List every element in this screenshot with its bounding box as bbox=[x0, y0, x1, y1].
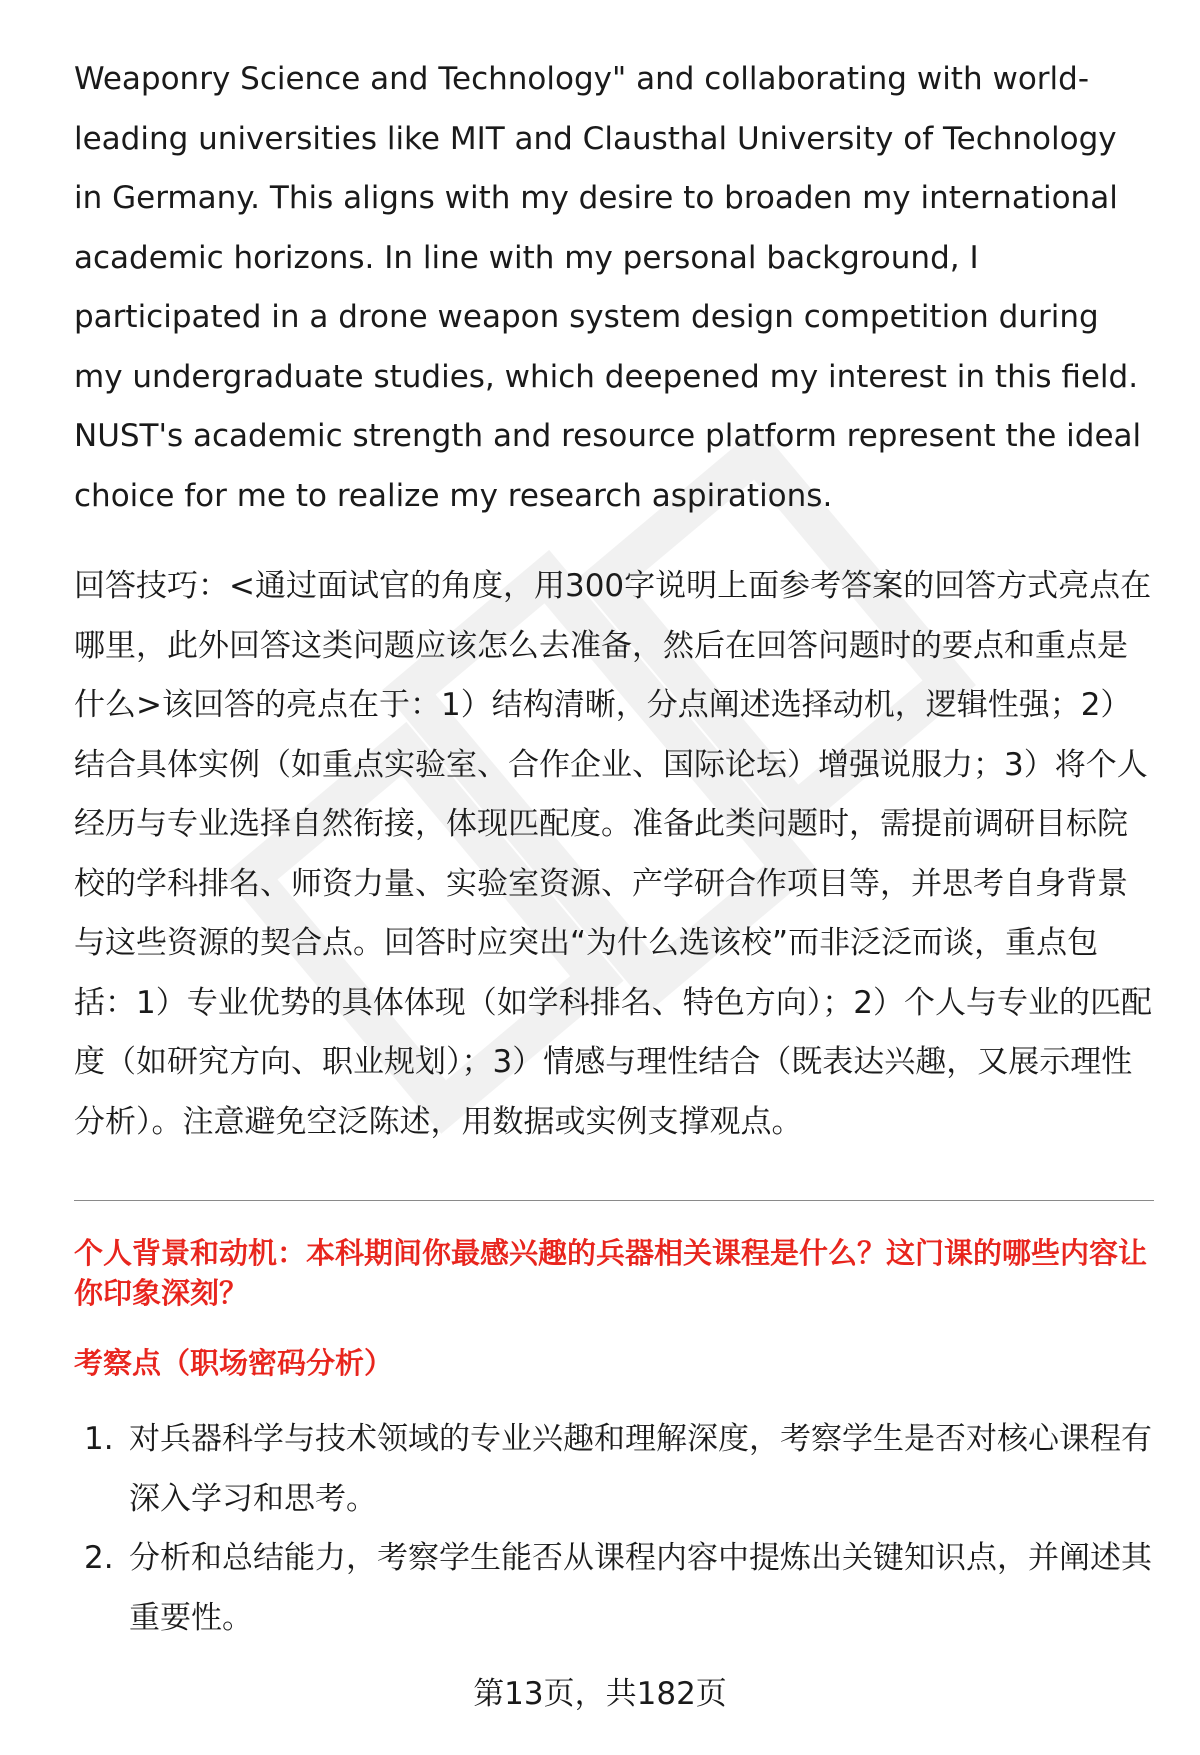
list-item-text: 对兵器科学与技术领域的专业兴趣和理解深度，考察学生是否对核心课程有深入学习和思考。 bbox=[129, 1421, 1152, 1517]
list-item-number: 1. bbox=[84, 1421, 114, 1457]
section-divider bbox=[74, 1200, 1154, 1201]
list-item-number: 2. bbox=[84, 1540, 114, 1576]
list-item bbox=[74, 1410, 1154, 1529]
list-item-text: 分析和总结能力，考察学生能否从课程内容中提炼出关键知识点，并阐述其重要性。 bbox=[129, 1540, 1152, 1636]
answer-tips-paragraph: 回答技巧：<通过面试官的角度，用300字说明上面参考答案的回答方式亮点在哪里，此外回答这类问题应该怎么去准备，然后在回答问题时的要点和重点是什么>该回答的亮点在于：1）结构清晰，分点阐述选择动机，逻辑性强；2）结合具体实例（如重点实验室、合作企业、国际论坛）增强说服力；3）将个人经历与专业选择自然衔接，体现匹配度。准备此类问题时，需提前调研目标院校的学科排名、师资力量、实验室资源、产学研合作项目等，并思考自身背景与这些资源的契合点。回答时应突出“为什么选该校”而非泛泛而谈，重点包括：1）专业优势的具体体现（如学科排名、特色方向）；2）个人与专业的匹配度（如研究方向、职业规划）；3）情感与理性结合（既表达兴趣，又展示理性分析）。注意避免空泛陈述，用数据或实例支撑观点。 bbox=[74, 568, 1152, 1140]
list-item bbox=[74, 1529, 1154, 1648]
answer-paragraph-en: Weaponry Science and Technology" and collaborating with world-leading universities like MIT and Clausthal University of Technology in Germany. This aligns with my desire to broaden my international academic horizons. In line with my personal background, I participated in a drone weapon system design competition during my undergraduate studies, which deepened my interest in this field. NUST's academic strength and resource platform represent the ideal choice for me to realize my research aspirations. bbox=[74, 61, 1142, 514]
assessment-points-list bbox=[74, 1410, 1154, 1648]
question-heading: 个人背景和动机：本科期间你最感兴趣的兵器相关课程是什么？这门课的哪些内容让你印象深刻？ bbox=[74, 1236, 1148, 1310]
spacer bbox=[74, 526, 1154, 557]
page-footer: 第13页，共182页 bbox=[473, 1676, 727, 1712]
assessment-points-heading: 考察点（职场密码分析） bbox=[74, 1346, 394, 1380]
main-content bbox=[74, 50, 1154, 1152]
